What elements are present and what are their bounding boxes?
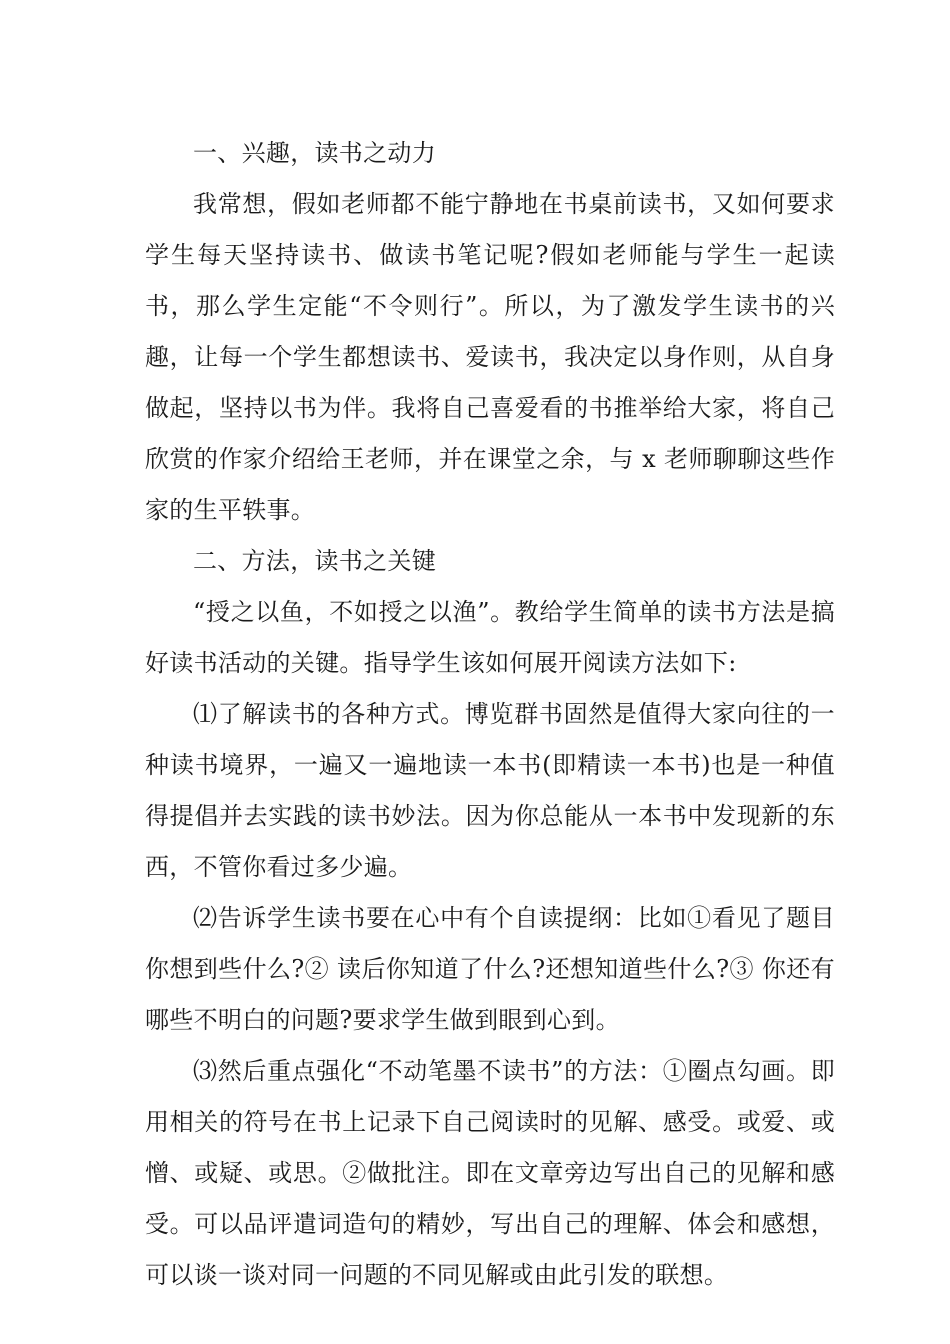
paragraph-method-item-1: ⑴了解读书的各种方式。博览群书固然是值得大家向往的一种读书境界，一遍又一遍地读一本书(即精读一本书)也是一种值得提倡并去实践的读书妙法。因为你总能从一本书中发现新的东西，不管你看过多少遍。 bbox=[145, 700, 835, 881]
section-heading-interest: 一、兴趣，读书之动力 bbox=[193, 139, 436, 167]
document-body bbox=[145, 128, 835, 1301]
paragraph-method-item-3: ⑶然后重点强化“不动笔墨不读书”的方法：①圈点勾画。即用相关的符号在书上记录下自己阅读时的见解、感受。或爱、或憎、或疑、或思。②做批注。即在文章旁边写出自己的见解和感受。可以品评遣词造句的精妙，写出自己的理解、体会和感想，可以谈一谈对同一问题的不同见解或由此引发的联想。 bbox=[145, 1057, 835, 1289]
section-heading-method: 二、方法，读书之关键 bbox=[193, 547, 436, 575]
paragraph-method-intro: “授之以鱼，不如授之以渔”。教给学生简单的读书方法是搞好读书活动的关键。指导学生该如何展开阅读方法如下: bbox=[145, 598, 835, 677]
paragraph-interest-body: 我常想，假如老师都不能宁静地在书桌前读书，又如何要求学生每天坚持读书、做读书笔记呢?假如老师能与学生一起读书，那么学生定能“不令则行”。所以，为了激发学生读书的兴趣，让每一个学生都想读书、爱读书，我决定以身作则，从自身做起，坚持以书为伴。我将自己喜爱看的书推举给大家，将自己欣赏的作家介绍给王老师，并在课堂之余，与 x 老师聊聊这些作家的生平轶事。 bbox=[145, 190, 835, 524]
paragraph-method-item-2: ⑵告诉学生读书要在心中有个自读提纲：比如①看见了题目你想到些什么?② 读后你知道了什么?还想知道些什么?③ 你还有哪些不明白的问题?要求学生做到眼到心到。 bbox=[145, 904, 835, 1034]
